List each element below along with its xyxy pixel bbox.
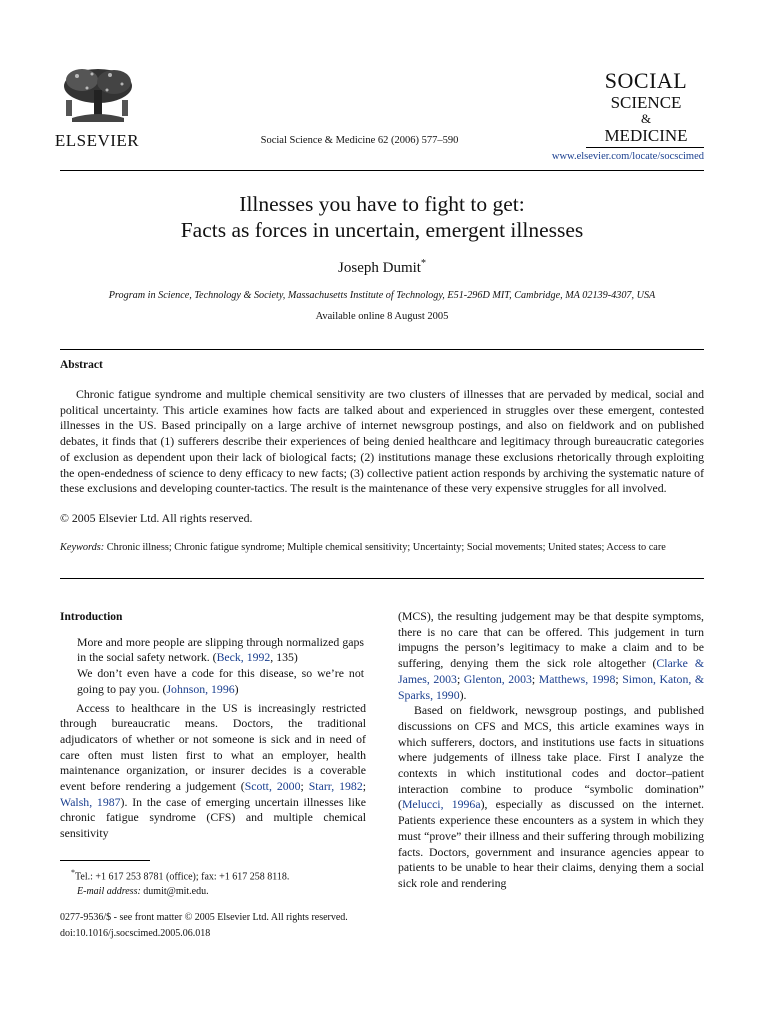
keywords-list: Chronic illness; Chronic fatigue syndrome; Multiple chemical sensitivity; Uncertainty; Social movements; United states; Access to care [104, 542, 666, 553]
footnote-tel: Tel.: +1 617 253 8781 (office); fax: +1 617 258 8118. [75, 871, 290, 883]
paragraph-text: ). [459, 687, 467, 702]
author-line [60, 258, 704, 277]
abstract-copyright: © 2005 Elsevier Ltd. All rights reserved. [60, 511, 253, 525]
paragraph-text: ; [456, 671, 464, 686]
abstract-body: Chronic fatigue syndrome and multiple chemical sensitivity are two clusters of illnesses that are pervaded by medical, social and political uncertainty. This article examines how facts are talked about and experienced in struggles over these emergent, contested illnesses in the US. Based principally on a large archive of internet newsgroup postings, and also on fieldwork and on published debates, it finds that (1) sufferers describe their experiences of being denied healthcare and legitimacy through bureaucratic categories of exclusion as dependent upon their lack of biological facts; (2) institutions manage these exclusions rhetorically through exploiting the open-endedness of science to deny efficacy to new facts; (3) collective patient action responds by archiving the systematic nature of these exclusions and developing counter-tactics. The result is the maintenance of these very expensive struggles for all involved. [60, 387, 704, 496]
author-footnote-mark[interactable]: * [420, 258, 426, 269]
paragraph-text: ; [300, 779, 309, 794]
quote-text: , 135) [270, 650, 298, 665]
abstract-bottom-divider [60, 578, 704, 579]
paragraph-text: ; [531, 671, 539, 686]
masthead-line: SCIENCE [610, 93, 682, 112]
issn-line: 0277-9536/$ - see front matter © 2005 Elsevier Ltd. All rights reserved. [60, 912, 348, 923]
body-paragraph [398, 703, 704, 891]
quote-text: We don’t even have a code for this disease, so we’re not going to pay you. ( [77, 666, 364, 696]
footnote-email [60, 885, 366, 900]
masthead-line: MEDICINE [604, 126, 688, 145]
doi-line[interactable]: doi:10.1016/j.socscimed.2005.06.018 [60, 927, 211, 939]
author-affiliation: Program in Science, Technology & Society, Massachusetts Institute of Technology, E51-296D MIT, Cambridge, MA 02139-4307, USA [108, 290, 656, 301]
citation-link[interactable]: Beck, 1992 [216, 650, 271, 665]
availability-date: Available online 8 August 2005 [315, 311, 449, 322]
abstract-heading: Abstract [60, 359, 103, 371]
paragraph-text: ). In the case of emerging uncertain illnesses like chronic fatigue syndrome (CFS) and multiple chemical sensitivity [60, 794, 366, 841]
citation-link[interactable]: Scott, 2000 [244, 779, 301, 794]
footnote-contact [60, 866, 366, 885]
citation-link[interactable]: Melucci, 1996a [401, 797, 481, 812]
body-paragraph [398, 609, 704, 703]
masthead-divider [586, 147, 704, 148]
footnote-divider [60, 860, 150, 861]
header-divider [60, 170, 704, 171]
section-heading-introduction: Introduction [60, 611, 123, 623]
right-column [398, 609, 704, 892]
journal-masthead [596, 70, 696, 144]
quote-text: ) [234, 681, 239, 696]
title-line: Illnesses you have to fight to get: [239, 192, 525, 216]
citation-link[interactable]: Clarke & James, 2003 [398, 656, 704, 686]
author-name: Joseph Dumit [338, 260, 421, 276]
epigraph-quote [77, 666, 364, 697]
email-label: E-mail address: [77, 885, 141, 897]
paragraph-text: Based on fieldwork, newsgroup postings, and published discussions on CFS and MCS, this article examines ways in which sufferers, doctors, and institutions use facts in situations where judgements of illness take place. First I analyze the contexts in which institutional codes and doctor–patient interaction combine to produce “symbolic domination” ( [398, 703, 704, 812]
citation-link[interactable]: Johnson, 1996 [166, 681, 235, 696]
quote-text: More and more people are slipping through normalized gaps in the social safety network. ( [77, 634, 364, 665]
publisher-name: ELSEVIER [54, 131, 140, 150]
citation-link[interactable]: Walsh, 1987 [60, 794, 121, 809]
citation-link[interactable]: Matthews, 1998 [538, 671, 616, 686]
abstract-top-divider [60, 349, 704, 350]
citation-link[interactable]: Starr, 1982 [308, 779, 363, 794]
journal-url-link[interactable]: www.elsevier.com/locate/socscimed [551, 151, 704, 162]
keywords-label: Keywords: [60, 542, 105, 553]
epigraph-quote [77, 635, 364, 666]
masthead-line: SOCIAL [604, 68, 688, 93]
email-address[interactable]: dumit@mit.edu. [140, 885, 209, 897]
paragraph-text: ), especially as discussed on the internet. Patients experience these encounters as a system in which they must “prove” their illness and their suffering through mobilizing facts. Doctors, government and insurance agencies appear to patients to be unable to hear their claims, denying them a social sick role and rendering [398, 797, 704, 890]
footnotes [60, 866, 366, 899]
elsevier-tree-logo [52, 66, 144, 124]
masthead-line: & [640, 111, 652, 126]
body-paragraph [60, 701, 366, 842]
article-title [60, 191, 704, 243]
keywords [60, 541, 704, 555]
footnote-mark: * [71, 868, 75, 877]
issn-block [60, 910, 460, 941]
left-column [60, 610, 366, 842]
journal-reference: Social Science & Medicine 62 (2006) 577–590 [260, 135, 459, 146]
title-line: Facts as forces in uncertain, emergent illnesses [180, 218, 584, 242]
paragraph-text: ; [362, 779, 367, 794]
paragraph-text: Access to healthcare in the US is increasingly restricted through bureaucratic means. Doctors, the traditional adjudicators of whether or not someone is sick and in need of care often must listen first to what an employer, health maintenance organization, or insurer decides is a coverable event before rendering a judgement ( [60, 700, 366, 794]
paragraph-text: (MCS), the resulting judgement may be that despite symptoms, there is no care that can be offered. This judgement in turn impugns the person’s legitimacy to make a claim and to be suffering, denying them the sick role altogether ( [398, 609, 704, 671]
citation-link[interactable]: Simon, Katon, & Sparks, 1990 [398, 671, 705, 702]
paragraph-text: ; [615, 671, 623, 686]
citation-link[interactable]: Glenton, 2003 [463, 671, 532, 686]
